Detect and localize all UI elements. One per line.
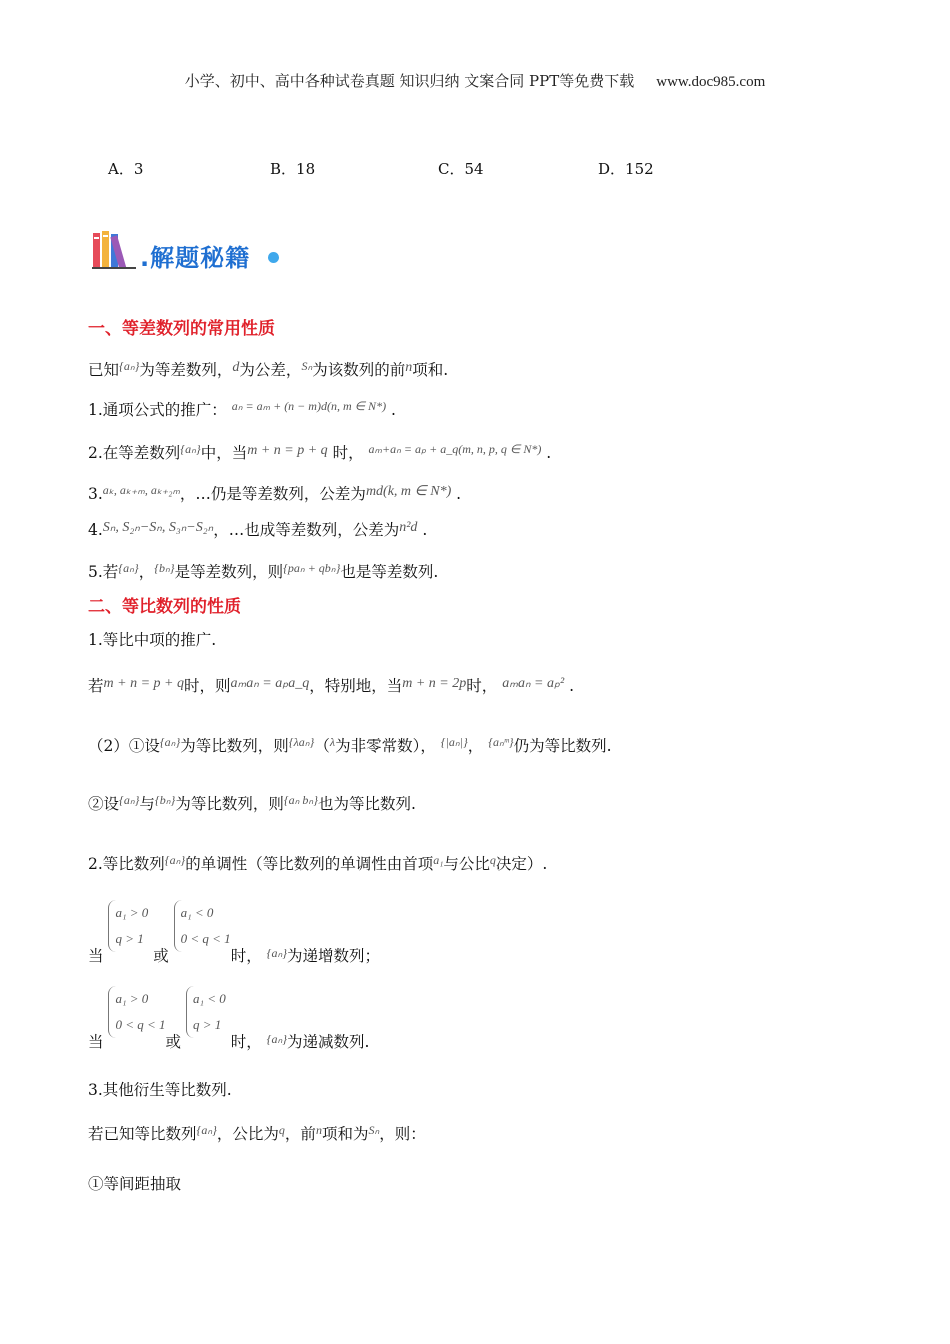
s1-intro: 已知$^{\{a_n\}}$为等差数列，d为公差，$^{S_n}$为该数列的前n项和. <box>88 359 449 379</box>
s2-item-6: 若已知等比数列$^{\{a_n\}}$，公比为$^q$，前$^n$项和为$^{S_n}$，则： <box>88 1123 426 1143</box>
header-site[interactable]: www.doc985.com <box>656 74 766 90</box>
case-brace-4: a₁ < 0 q > 1 <box>186 986 226 1038</box>
case-brace-2: a₁ < 0 0 < q < 1 <box>174 900 231 952</box>
s2-item-1b: 若m + n = p + q时，则aₘaₙ = aₚa_q，特别地，当m + n = 2p时， aₘaₙ = aₚ² . <box>88 676 575 695</box>
option-c: C．54 <box>438 160 484 178</box>
books-icon <box>92 229 138 269</box>
decreasing-condition: 当 a₁ > 0 0 < q < 1或 a₁ < 0 q > 1 时， $_{\{a_n\}}$为递减数列. <box>88 986 369 1052</box>
s2-item-5: 3.其他衍生等比数列. <box>88 1081 232 1099</box>
s2-item-7: ①等间距抽取 <box>88 1175 182 1193</box>
s1-item-5: 5.若$^{\{a_n\}}$，$^{\{b_n\}}$是等差数列，则$^{\{pa_n + qb_n\}}$也是等差数列. <box>88 561 439 581</box>
s2-item-4: 2.等比数列$^{\{a_n\}}$的单调性（等比数列的单调性由首项$^{a_1}$与公比$^q$决定）. <box>88 853 548 873</box>
header-text: 小学、初中、高中各种试卷真题 知识归纳 文案合同 PPT等免费下载 <box>184 72 635 90</box>
s2-item-3: ②设$^{\{a_n\}}$与$^{\{b_n\}}$为等比数列，则$^{\{a_n b_n\}}$也为等比数列. <box>88 793 416 813</box>
logo-dot <box>268 252 279 263</box>
option-a: A．3 <box>108 160 144 178</box>
increasing-condition: 当 a₁ > 0 q > 1 或 a₁ < 0 0 < q < 1时， $_{\{a_n\}}$为递增数列； <box>88 900 380 966</box>
page-header <box>0 70 950 91</box>
option-d: D．152 <box>598 160 654 178</box>
case-brace-1: a₁ > 0 q > 1 <box>108 900 148 952</box>
s2-item-1: 1.等比中项的推广. <box>88 631 217 649</box>
section-2-title: 二、等比数列的性质 <box>88 597 241 617</box>
logo-title: .解题秘籍 <box>140 244 251 272</box>
s1-item-1: 1.通项公式的推广： $^{a_n = a_m + (n - m)d(n, m \in N*)}$ . <box>88 399 396 419</box>
section-1-title: 一、等差数列的常用性质 <box>88 319 275 339</box>
s1-item-2: 2.在等差数列$^{\{a_n\}}$中，当m + n = p + q 时， $^{a_m+a_n = a_p + a\_q(m, n, p, q \in N*)}$ . <box>88 442 552 462</box>
case-brace-3: a₁ > 0 0 < q < 1 <box>108 986 165 1038</box>
s1-item-4: 4.Sₙ, S₂ₙ−Sₙ, S₃ₙ−S₂ₙ，…也成等差数列，公差为n²d . <box>88 520 428 539</box>
option-b: B．18 <box>270 160 316 178</box>
s2-item-2: （2）①设$^{\{a_n\}}$为等比数列，则$^{\{\lambda a_n\}}$（$^\lambda$为非零常数）， $^{\{|a_n|\}}$， $^{\{a_nᵐ\}}$仍为等比数列. <box>88 735 612 755</box>
s1-item-3: 3.$^{a_k, a_{k+m}, a_{k+2m}}$，…仍是等差数列，公差为md(k, m ∈ N*) . <box>88 483 462 503</box>
